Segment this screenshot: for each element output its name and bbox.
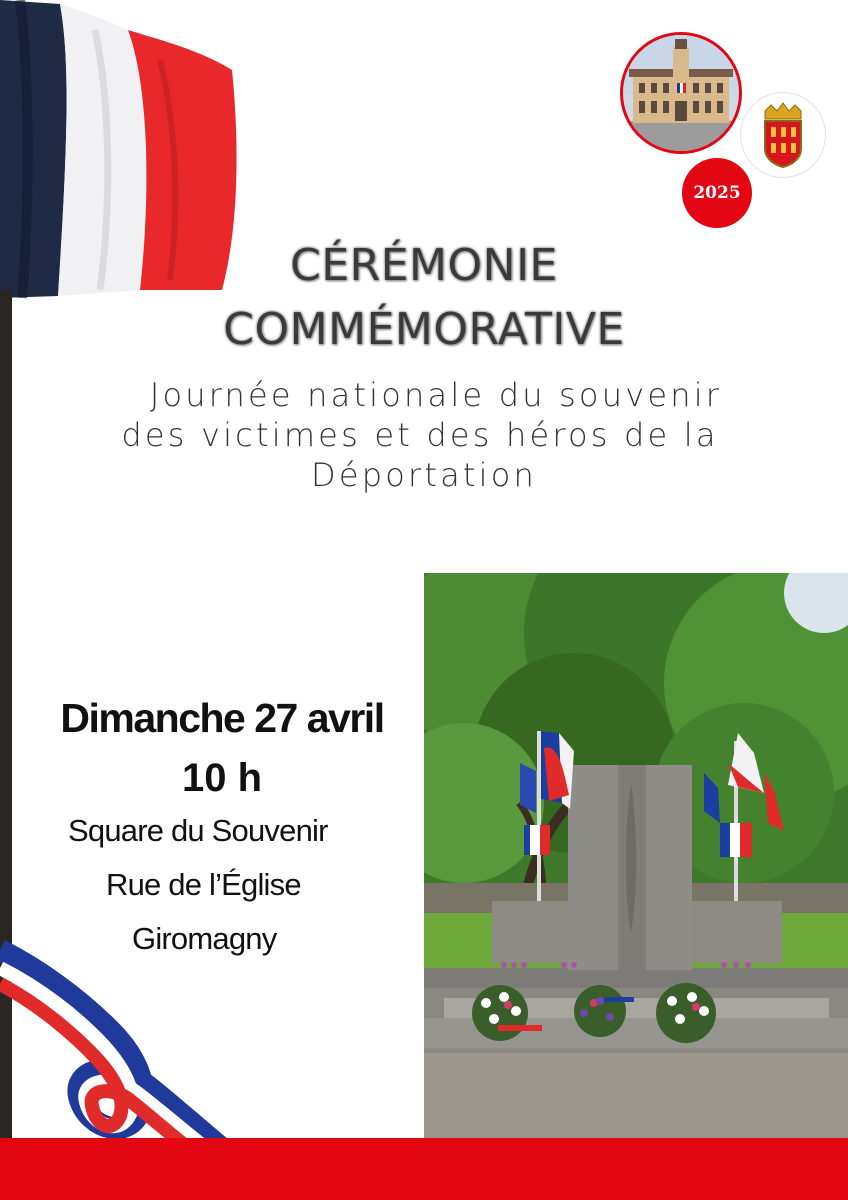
coat-of-arms-logo [740,92,826,178]
bottom-red-band [0,1138,848,1200]
subtitle-line-1: Journée nationale du souvenir [149,376,723,414]
event-place-line-3: Giromagny [132,921,277,956]
memorial-photo [424,573,848,1138]
title-line-2: COMMÉMORATIVE [223,304,625,355]
town-hall-image [620,32,742,154]
title-line-1: CÉRÉMONIE [290,240,558,291]
event-time: 10 h [181,756,263,800]
event-date: Dimanche 27 avril [60,695,384,741]
subtitle-line-2: des victimes et des héros de la [121,416,719,454]
year-badge: 2025 [682,158,752,228]
event-place-line-2: Rue de l’Église [106,867,301,902]
event-place-line-1: Square du Souvenir [68,813,328,848]
subtitle-line-3: Déportation [310,456,538,494]
